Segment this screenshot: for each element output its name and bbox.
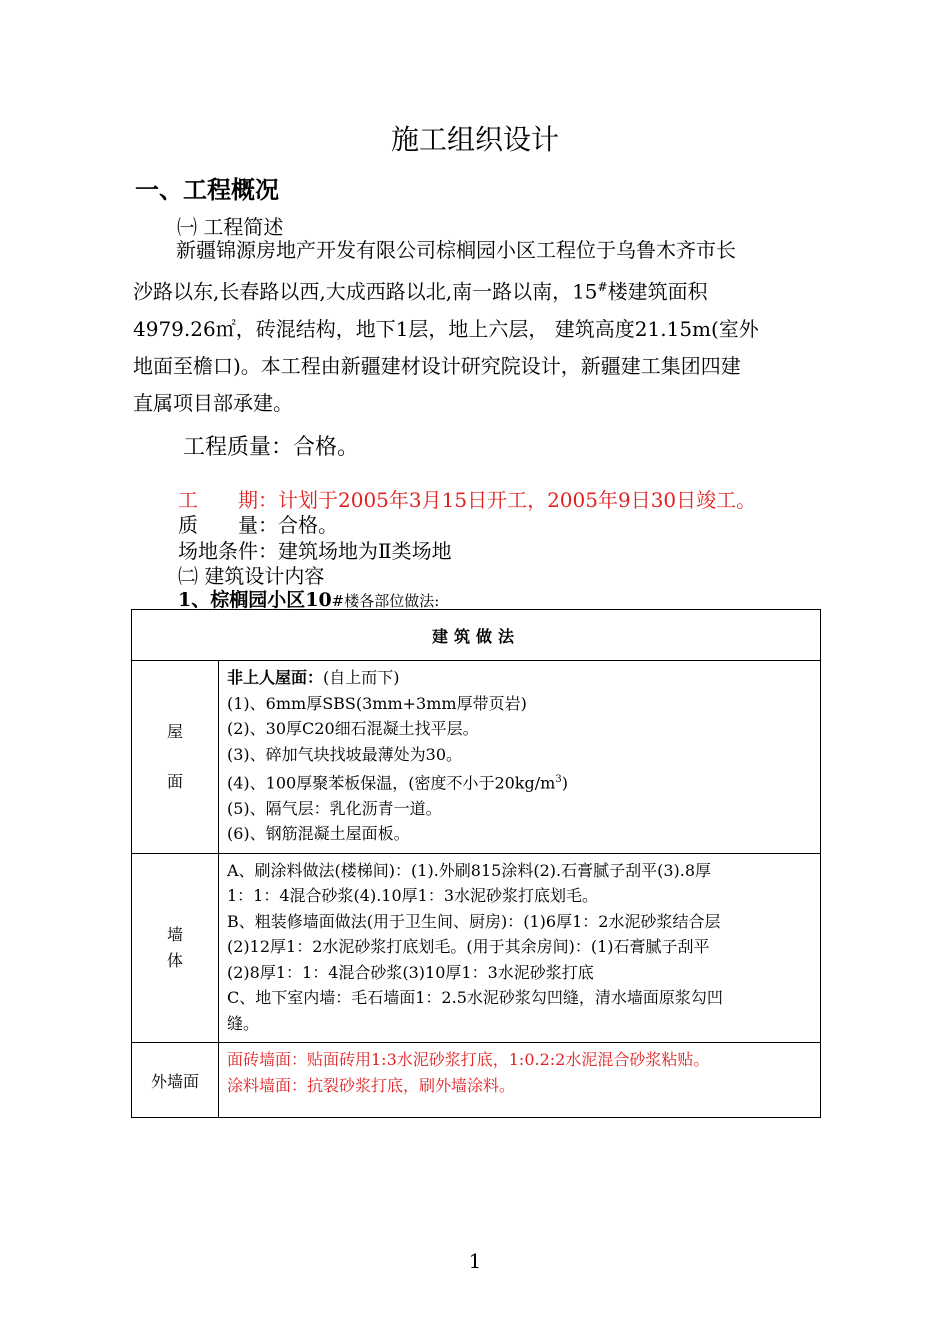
schedule-text: 计划于2005年3月15日开工，2005年9日30日竣工。 [278, 488, 757, 512]
roof-item-4 [227, 767, 814, 796]
table-header-row [132, 610, 821, 661]
exterior-line-1: 面砖墙面：贴面砖用1:3水泥砂浆打底，1:0.2:2水泥混合砂浆粘贴。 [227, 1050, 710, 1070]
roof-item-4-tail: ) [561, 773, 568, 793]
table-row-roof [132, 661, 821, 854]
exterior-content [219, 1043, 821, 1118]
schedule-label-b: 期： [238, 488, 278, 512]
quality-label-a: 质 [178, 513, 198, 537]
construction-method-table [131, 609, 821, 1118]
roof-item-6: (6)、钢筋混凝土屋面板。 [227, 824, 410, 844]
wall-line-1: A、刷涂料做法(楼梯间)：(1).外刷815涂料(2).石膏腻子刮平(3).8厚 [227, 860, 712, 880]
table-caption [178, 585, 439, 612]
subsection-heading-design: ㈡ 建筑设计内容 [178, 564, 325, 588]
overview-line-1: 新疆锦源房地产开发有限公司棕榈园小区工程位于乌鲁木齐市长 [176, 238, 736, 262]
wall-label-a: 墙 [166, 925, 183, 945]
overview-line-2-tail: 楼建筑面积 [607, 279, 708, 304]
wall-line-4: (2)12厚1：2水泥砂浆打底划毛。(用于其余房间)：(1)石膏腻子刮平 [227, 937, 710, 957]
roof-label [132, 661, 219, 854]
roof-head-bold: 非上人屋面： [227, 668, 324, 687]
roof-head-rest: (自上而下) [323, 668, 400, 687]
table-header: 建筑做法 [132, 610, 821, 661]
wall-line-7: 缝。 [227, 1013, 260, 1033]
roof-item-2: (2)、30厚C20细石混凝土找平层。 [227, 719, 479, 738]
wall-line-3: B、粗装修墙面做法(用于卫生间、厨房)：(1)6厚1：2水泥砂浆结合层 [227, 911, 721, 931]
wall-label-b: 体 [166, 951, 183, 971]
wall-line-2: 1：1：4混合砂浆(4).10厚1：3水泥砂浆打底划毛。 [227, 886, 599, 906]
page-title: 施工组织设计 [390, 123, 559, 156]
site-condition-line: 场地条件：建筑场地为Ⅱ类场地 [178, 539, 452, 563]
wall-line-6: C、地下室内墙：毛石墙面1：2.5水泥砂浆勾凹缝，清水墙面原浆勾凹 [227, 988, 723, 1008]
roof-item-5: (5)、隔气层：乳化沥青一道。 [227, 798, 442, 818]
roof-label-a: 屋 [166, 721, 183, 741]
page-number: 1 [468, 1249, 482, 1273]
overview-line-2 [133, 269, 833, 311]
roof-item-3: (3)、碎加气块找坡最薄处为30。 [227, 744, 463, 764]
table-row-exterior [132, 1043, 821, 1118]
quality-standard-line [178, 509, 338, 538]
quality-line: 工程质量：合格。 [183, 435, 360, 460]
overview-line-3: 4979.26㎡，砖混结构，地下1层，地上六层， 建筑高度21.15m(室外 [133, 316, 759, 341]
overview-sup: # [597, 280, 608, 294]
schedule-label-a: 工 [178, 488, 198, 512]
overview-line-4: 地面至檐口)。本工程由新疆建材设计研究院设计，新疆建工集团四建 [133, 353, 741, 378]
overview-line-2-text: 沙路以东,长春路以西,大成西路以北,南一路以南，15 [133, 279, 598, 304]
table-caption-small: #楼各部位做法: [331, 592, 440, 610]
roof-item-4-sup: 3 [555, 774, 562, 785]
wall-line-5: (2)8厚1：1：4混合砂浆(3)10厚1：3水泥砂浆打底 [227, 962, 594, 982]
wall-label [132, 853, 219, 1043]
wall-content [219, 853, 821, 1043]
quality-label-b: 量： [238, 513, 278, 537]
roof-label-b: 面 [166, 771, 183, 791]
overview-paragraph [133, 232, 833, 422]
exterior-label: 外墙面 [132, 1043, 219, 1118]
table-row-wall [132, 853, 821, 1043]
table-caption-main: 1、棕榈园小区10 [178, 589, 332, 611]
quality-text: 合格。 [278, 513, 338, 537]
roof-content [219, 661, 821, 854]
roof-head [227, 665, 814, 691]
roof-item-1: (1)、6mm厚SBS(3mm+3mm厚带页岩) [227, 693, 527, 713]
subsection-heading-summary: ㈠ 工程简述 [177, 215, 284, 239]
exterior-line-2: 涂料墙面：抗裂砂浆打底，刷外墙涂料。 [227, 1075, 516, 1095]
section-heading-overview: 一、工程概况 [135, 176, 279, 204]
overview-line-5: 直属项目部承建。 [133, 390, 293, 415]
roof-item-4-text: (4)、100厚聚苯板保温，(密度不小于20kg/m [227, 773, 556, 793]
